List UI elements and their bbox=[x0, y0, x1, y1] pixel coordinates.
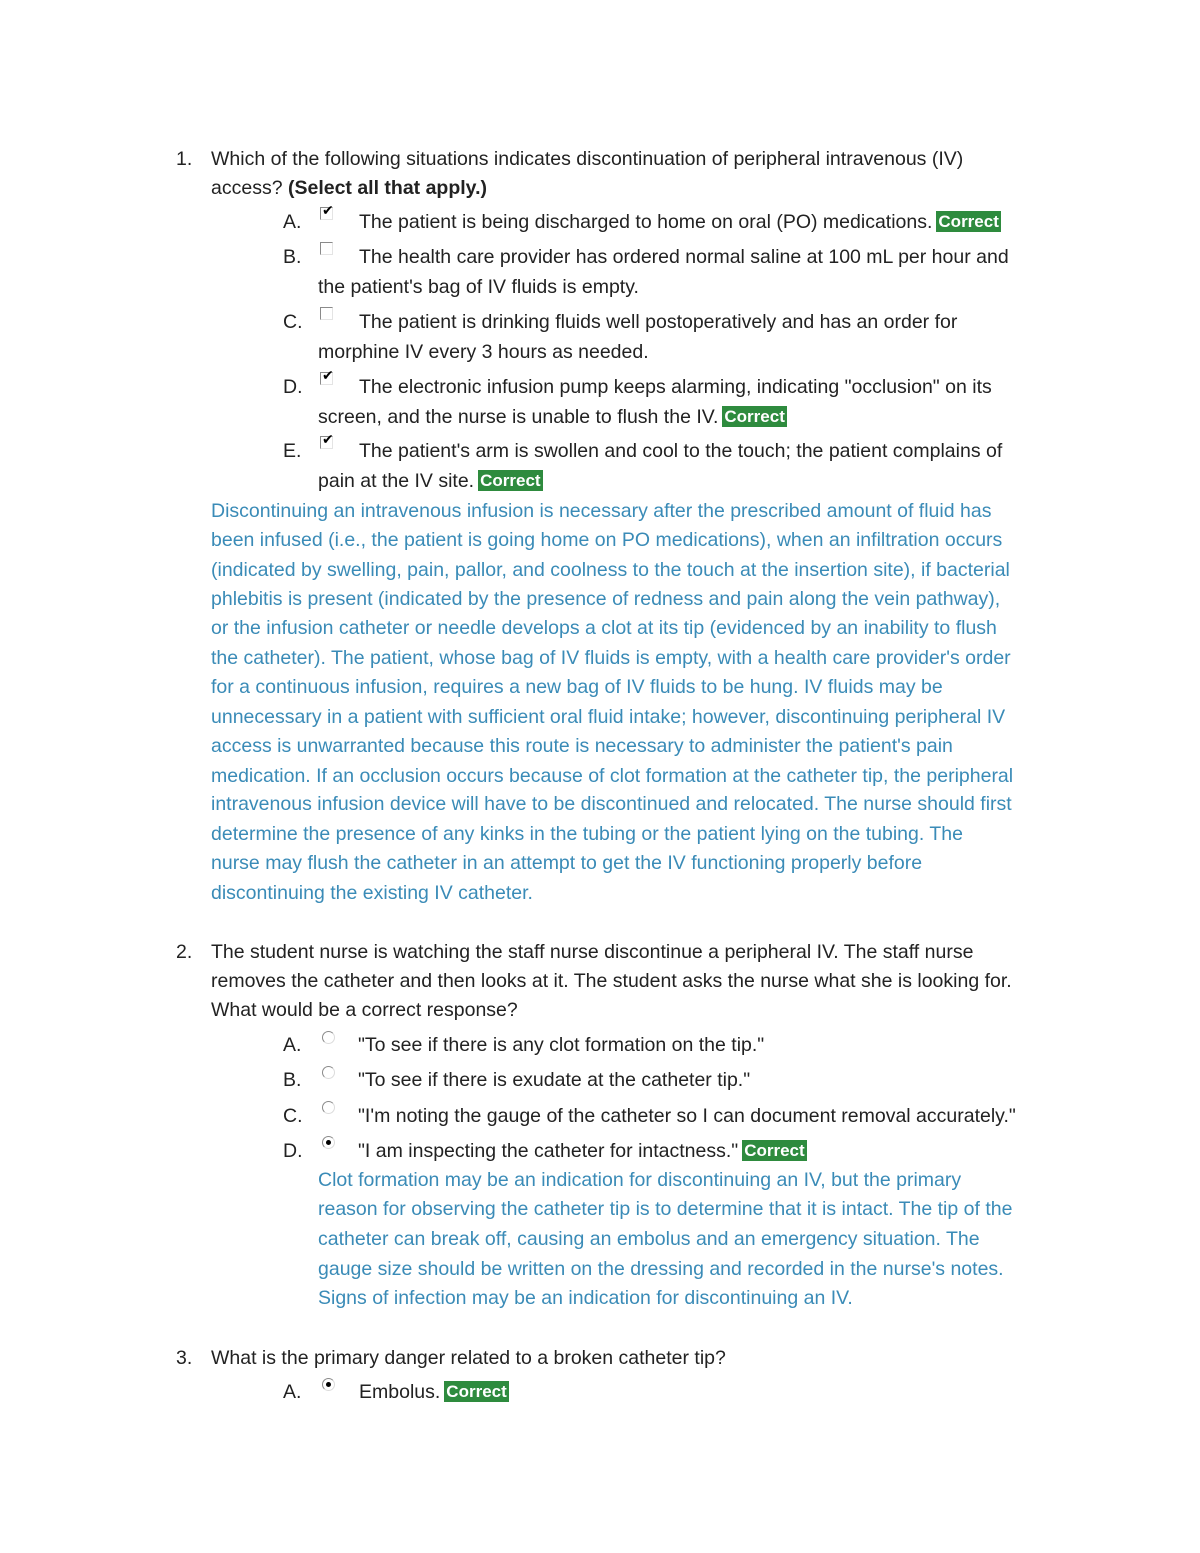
question-number: 3. bbox=[176, 1347, 193, 1369]
question-number: 2. bbox=[176, 941, 193, 963]
rationale-line: for a continuous infusion, requires a new bag of IV fluids to be hung. IV fluids may be bbox=[211, 676, 943, 698]
rationale-line: Discontinuing an intravenous infusion is necessary after the prescribed amount of fluid has bbox=[211, 500, 992, 522]
rationale-line: nurse may flush the catheter in an attempt to get the IV functioning properly before bbox=[211, 852, 923, 874]
option-letter: A. bbox=[283, 211, 302, 233]
option-text-continued: pain at the IV site. Correct bbox=[318, 470, 541, 492]
rationale-line: discontinuing the existing IV catheter. bbox=[211, 882, 533, 904]
checkbox-unchecked[interactable] bbox=[320, 242, 333, 255]
option-letter: B. bbox=[283, 246, 302, 268]
correct-badge: Correct bbox=[480, 471, 541, 490]
radio-button-unselected[interactable] bbox=[322, 1066, 335, 1079]
question-stem-line: The student nurse is watching the staff nurse discontinue a peripheral IV. The staff nurse bbox=[211, 941, 974, 963]
rationale-line: been infused (i.e., the patient is going home on PO medications), when an infiltration occurs bbox=[211, 529, 1003, 551]
rationale-line: or the infusion catheter or needle develops a clot at its tip (evidenced by an inability to flush bbox=[211, 617, 997, 639]
option-text-continued: the patient's bag of IV fluids is empty. bbox=[318, 276, 639, 298]
radio-button-unselected[interactable] bbox=[322, 1101, 335, 1114]
option-text: The patient is being discharged to home on oral (PO) medications. Correct bbox=[359, 211, 999, 233]
question-stem-line: access? (Select all that apply.) bbox=[211, 177, 487, 199]
checkbox-checked[interactable] bbox=[320, 431, 334, 449]
rationale-line: phlebitis is present (indicated by the presence of redness and pain along the vein pathway), bbox=[211, 588, 1001, 610]
option-letter: C. bbox=[283, 311, 303, 333]
option-text: The electronic infusion pump keeps alarming, indicating "occlusion" on its bbox=[359, 376, 992, 398]
rationale-line: Clot formation may be an indication for discontinuing an IV, but the primary bbox=[318, 1169, 962, 1191]
option-letter: A. bbox=[283, 1034, 302, 1056]
option-text-continued: screen, and the nurse is unable to flush the IV. Correct bbox=[318, 406, 785, 428]
checkbox-checked[interactable] bbox=[320, 367, 334, 385]
question-stem-line: What is the primary danger related to a broken catheter tip? bbox=[211, 1347, 726, 1369]
rationale-line: determine the presence of any kinks in the tubing or the patient lying on the tubing. The bbox=[211, 823, 963, 845]
correct-badge: Correct bbox=[446, 1382, 507, 1401]
radio-button-selected[interactable] bbox=[322, 1378, 335, 1391]
option-text: "I'm noting the gauge of the catheter so I can document removal accurately." bbox=[358, 1105, 1016, 1127]
correct-badge: Correct bbox=[724, 407, 785, 426]
checkmark-icon: ✔ bbox=[322, 367, 334, 383]
select-all-instruction: (Select all that apply.) bbox=[287, 177, 487, 199]
rationale-line: (indicated by swelling, pain, pallor, and coolness to the touch at the insertion site), if bacterial bbox=[211, 559, 1010, 581]
option-text: "To see if there is any clot formation on the tip." bbox=[358, 1034, 765, 1056]
option-letter: C. bbox=[283, 1105, 303, 1127]
option-letter: D. bbox=[283, 376, 303, 398]
question-stem-line: removes the catheter and then looks at it. The student asks the nurse what she is looking for. bbox=[211, 970, 1012, 992]
checkbox-unchecked[interactable] bbox=[320, 307, 333, 320]
radio-button-selected[interactable] bbox=[322, 1136, 335, 1149]
correct-badge: Correct bbox=[938, 212, 999, 231]
correct-badge: Correct bbox=[744, 1141, 805, 1160]
option-letter: E. bbox=[283, 440, 302, 462]
option-text: "I am inspecting the catheter for intactness." Correct bbox=[358, 1140, 805, 1162]
option-letter: A. bbox=[283, 1381, 302, 1403]
rationale-line: Signs of infection may be an indication for discontinuing an IV. bbox=[318, 1287, 853, 1309]
rationale-line: unnecessary in a patient with sufficient oral fluid intake; however, discontinuing peripheral IV bbox=[211, 706, 1006, 728]
option-letter: D. bbox=[283, 1140, 303, 1162]
option-text: Embolus. Correct bbox=[359, 1381, 507, 1403]
radio-dot-icon bbox=[326, 1382, 331, 1387]
checkmark-icon: ✔ bbox=[322, 431, 334, 447]
rationale-line: medication. If an occlusion occurs because of clot formation at the catheter tip, the peripheral bbox=[211, 765, 1014, 787]
option-text-continued: morphine IV every 3 hours as needed. bbox=[318, 341, 649, 363]
rationale-line: catheter can break off, causing an embolus and an emergency situation. The bbox=[318, 1228, 980, 1250]
option-text: The patient's arm is swollen and cool to the touch; the patient complains of bbox=[359, 440, 1003, 462]
question-stem-line: Which of the following situations indicates discontinuation of peripheral intravenous (IV) bbox=[211, 148, 964, 170]
question-number: 1. bbox=[176, 148, 193, 170]
option-text: The health care provider has ordered normal saline at 100 mL per hour and bbox=[359, 246, 1009, 268]
option-text: "To see if there is exudate at the catheter tip." bbox=[358, 1069, 751, 1091]
rationale-line: access is unwarranted because this route is necessary to administer the patient's pain bbox=[211, 735, 953, 757]
rationale-line: reason for observing the catheter tip is to determine that it is intact. The tip of the bbox=[318, 1198, 1013, 1220]
radio-button-unselected[interactable] bbox=[322, 1031, 335, 1044]
option-text: The patient is drinking fluids well postoperatively and has an order for bbox=[359, 311, 958, 333]
rationale-line: the catheter). The patient, whose bag of IV fluids is empty, with a health care provider's order bbox=[211, 647, 1011, 669]
checkbox-checked[interactable] bbox=[320, 202, 334, 220]
option-letter: B. bbox=[283, 1069, 302, 1091]
rationale-line: gauge size should be written on the dressing and recorded in the nurse's notes. bbox=[318, 1258, 1004, 1280]
radio-dot-icon bbox=[326, 1140, 331, 1145]
question-stem-line: What would be a correct response? bbox=[211, 999, 518, 1021]
checkmark-icon: ✔ bbox=[322, 202, 334, 218]
rationale-line: intravenous infusion device will have to be discontinued and relocated. The nurse should first bbox=[211, 793, 1012, 815]
